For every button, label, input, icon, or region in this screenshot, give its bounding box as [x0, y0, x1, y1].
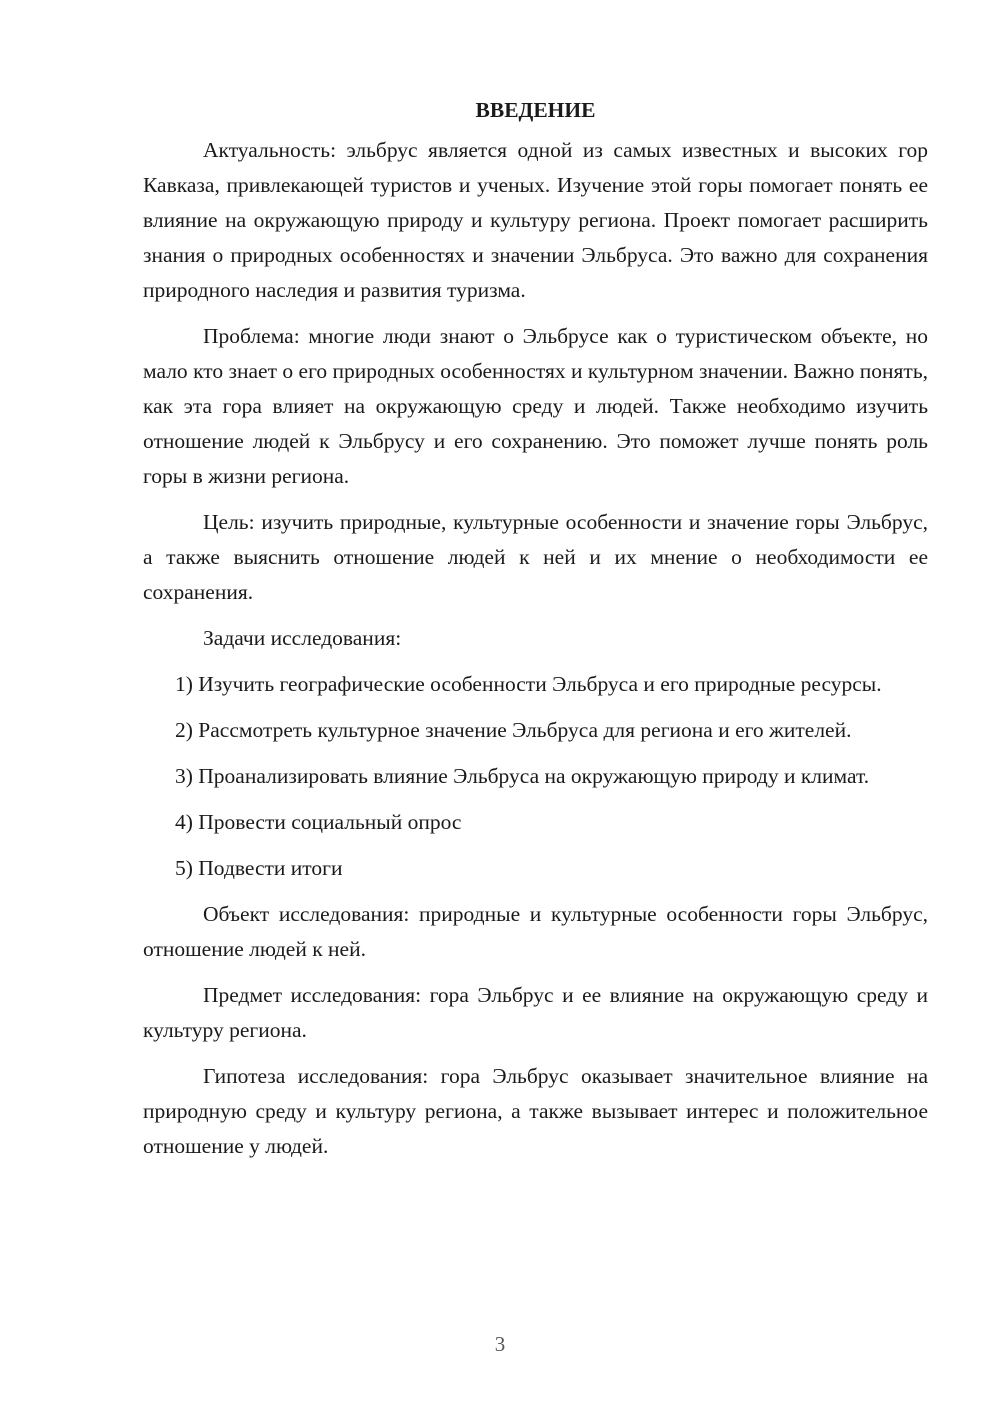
task-item-3: 3) Проанализировать влияние Эльбруса на окружающую природу и климат.	[175, 764, 870, 788]
subject-paragraph: Предмет исследования: гора Эльбрус и ее влияние на окружающую среду и культуру региона.	[143, 983, 928, 1042]
problem-paragraph: Проблема: многие люди знают о Эльбрусе как о туристическом объекте, но мало кто знает о его природных особенностях и культурном значении. Важно понять, как эта гора влияет на окружающую среду и людей. Также необходимо изучить отношение людей к Эльбрусу и его сохранению. Это поможет лучше понять роль горы в жизни региона.	[143, 324, 928, 488]
task-item-4: 4) Провести социальный опрос	[175, 810, 462, 834]
goal-paragraph: Цель: изучить природные, культурные особенности и значение горы Эльбрус, а также выяснить отношение людей к ней и их мнение о необходимости ее сохранения.	[143, 510, 928, 604]
task-item-5: 5) Подвести итоги	[175, 856, 343, 880]
hypothesis-paragraph: Гипотеза исследования: гора Эльбрус оказывает значительное влияние на природную среду и культуру региона, а также вызывает интерес и положительное отношение у людей.	[143, 1064, 928, 1158]
page-number: 3	[494, 1332, 506, 1356]
task-item-1: 1) Изучить географические особенности Эльбруса и его природные ресурсы.	[175, 672, 882, 696]
document-page	[143, 92, 928, 1175]
relevance-paragraph: Актуальность: эльбрус является одной из самых известных и высоких гор Кавказа, привлекающей туристов и ученых. Изучение этой горы помогает понять ее влияние на окружающую природу и культуру региона. Проект помогает расширить знания о природных особенностях и значении Эльбруса. Это важно для сохранения природного наследия и развития туризма.	[143, 138, 928, 302]
task-item-2: 2) Рассмотреть культурное значение Эльбруса для региона и его жителей.	[175, 718, 852, 742]
object-paragraph: Объект исследования: природные и культурные особенности горы Эльбрус, отношение людей к ней.	[143, 902, 928, 961]
tasks-heading: Задачи исследования:	[203, 626, 402, 650]
section-heading: ВВЕДЕНИЕ	[475, 98, 596, 122]
